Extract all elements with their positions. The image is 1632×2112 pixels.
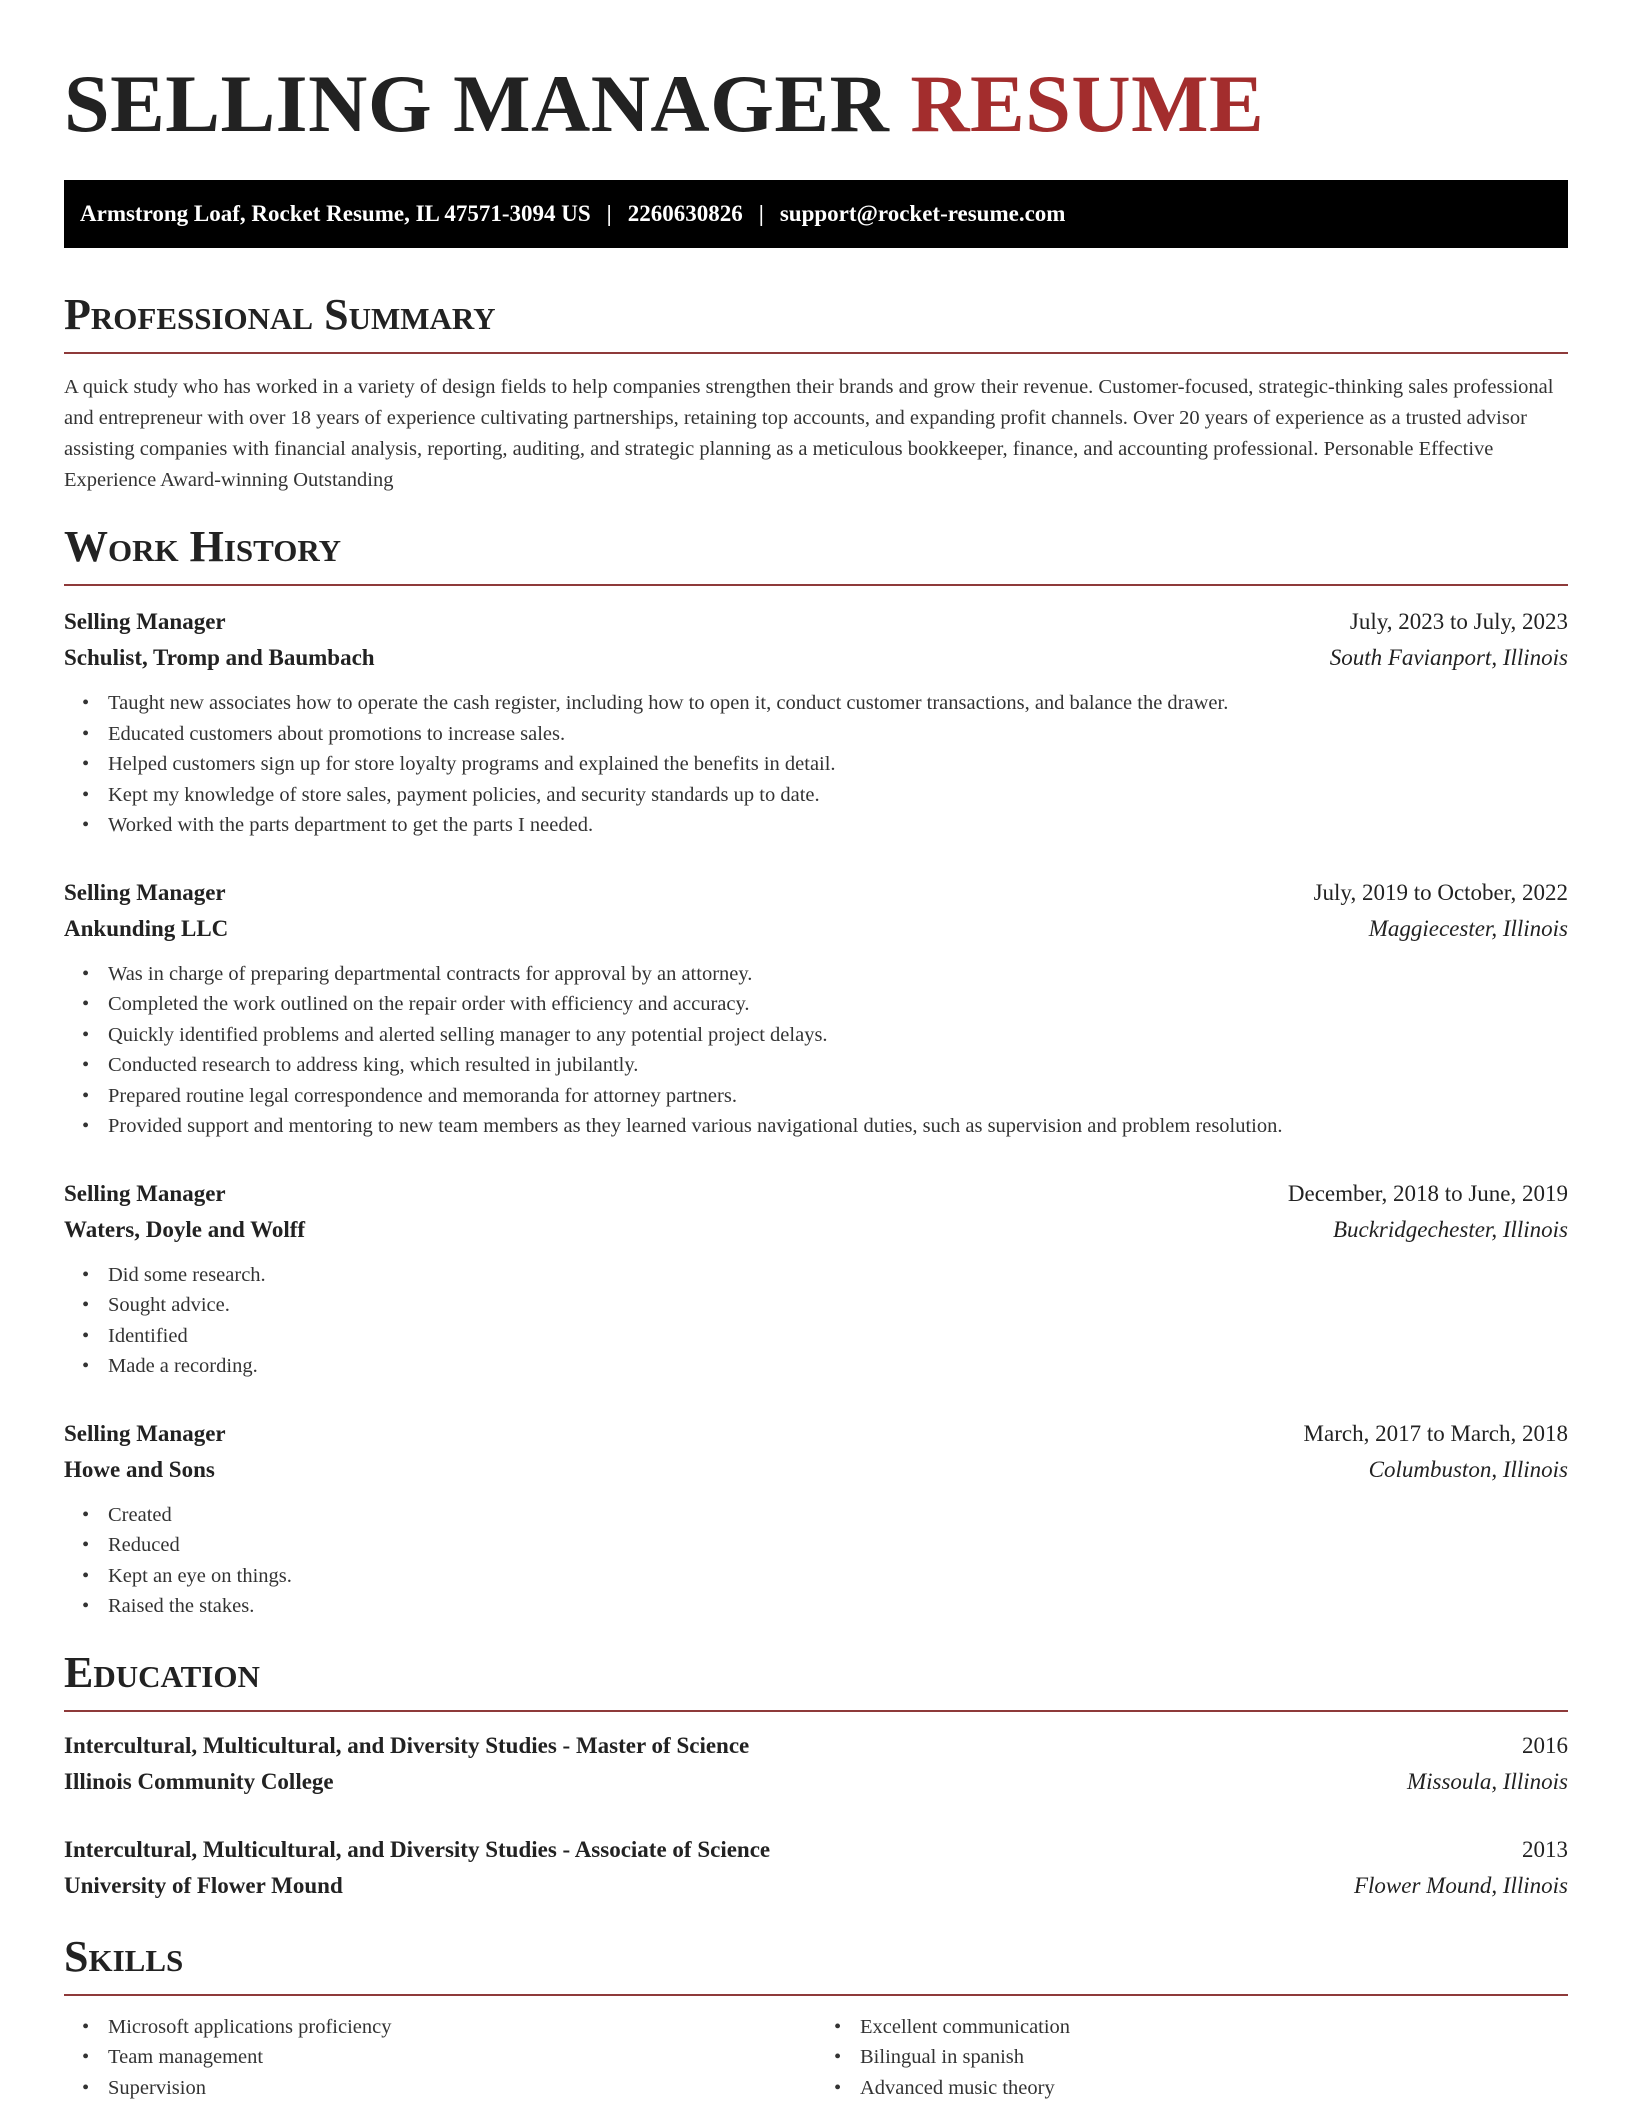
education-degree: Intercultural, Multicultural, and Diversity Studies - Associate of Science bbox=[64, 1836, 771, 1862]
job-dates: December, 2018 to June, 2019 bbox=[1287, 1180, 1568, 1206]
job-duties-list bbox=[64, 1500, 1568, 1622]
education-degree-row bbox=[64, 1832, 1568, 1868]
education-entry bbox=[64, 1728, 1568, 1800]
job-dates: July, 2023 to July, 2023 bbox=[1349, 609, 1568, 634]
job-location: Buckridgechester, Illinois bbox=[1332, 1216, 1568, 1242]
section-heading-skills: Skills bbox=[64, 1931, 184, 1981]
job-company-row bbox=[64, 1452, 1568, 1488]
section-divider bbox=[64, 1710, 1568, 1712]
job-company-row bbox=[64, 911, 1568, 947]
job-location: Columbuston, Illinois bbox=[1368, 1456, 1568, 1482]
job-company-row bbox=[64, 1212, 1568, 1248]
job-company: Waters, Doyle and Wolff bbox=[64, 1216, 306, 1242]
job-location: South Favianport, Illinois bbox=[1329, 645, 1568, 670]
job-duty: • Sought advice. bbox=[108, 1290, 1568, 1321]
contact-address: Armstrong Loaf, Rocket Resume, IL 47571-3094 US bbox=[80, 201, 591, 226]
education-school: Illinois Community College bbox=[64, 1768, 334, 1794]
section-heading-education: Education bbox=[64, 1647, 260, 1697]
summary-text: A quick study who has worked in a variety of design fields to help companies strengthen their brands and grow their revenue. Customer-focused, strategic-thinking sales professional and entrepreneur with over 18 years of experience cultivating partnerships, retaining top accounts, and expanding profit channels. Over 20 years of experience as a trusted advisor assisting companies with financial analysis, reporting, auditing, and strategic planning as a meticulous bookkeeper, finance, and accounting professional. Personable Effective Experience Award-winning Outstanding bbox=[64, 376, 1554, 491]
job-duty: • Kept an eye on things. bbox=[108, 1561, 1568, 1592]
contact-phone: 2260630826 bbox=[627, 201, 743, 226]
job-entry bbox=[64, 875, 1568, 1142]
contact-bar bbox=[64, 180, 1568, 248]
summary-section bbox=[64, 290, 1568, 496]
job-location: Maggiecester, Illinois bbox=[1368, 915, 1568, 941]
education-degree: Intercultural, Multicultural, and Diversity Studies - Master of Science bbox=[64, 1732, 750, 1758]
education-degree-row bbox=[64, 1728, 1568, 1764]
job-duty: • Raised the stakes. bbox=[108, 1591, 1568, 1622]
job-duties-list bbox=[64, 959, 1568, 1142]
job-duty: • Taught new associates how to operate the cash register, including how to open it, conduct customer transactions, and balance the drawer. bbox=[108, 688, 1568, 719]
education-school-row bbox=[64, 1868, 1568, 1904]
education-year: 2013 bbox=[1522, 1836, 1568, 1862]
education-school: University of Flower Mound bbox=[64, 1872, 343, 1898]
job-duty: • Quickly identified problems and alerted selling manager to any potential project delays. bbox=[108, 1020, 1568, 1051]
education-year: 2016 bbox=[1522, 1732, 1568, 1758]
job-header-row bbox=[64, 1416, 1568, 1452]
section-divider bbox=[64, 584, 1568, 586]
skill-item: • Excellent communication bbox=[860, 2012, 1568, 2043]
education-location: Missoula, Illinois bbox=[1406, 1768, 1568, 1794]
job-entry bbox=[64, 604, 1568, 841]
job-company: Schulist, Tromp and Baumbach bbox=[64, 645, 375, 670]
title-main: SELLING MANAGER bbox=[64, 58, 890, 149]
job-dates: March, 2017 to March, 2018 bbox=[1303, 1420, 1568, 1446]
job-entry bbox=[64, 1176, 1568, 1382]
work-history-section bbox=[64, 522, 1568, 1622]
job-header-row bbox=[64, 604, 1568, 640]
job-duty: • Reduced bbox=[108, 1530, 1568, 1561]
section-divider bbox=[64, 1994, 1568, 1996]
skill-item: • Team management bbox=[108, 2042, 816, 2073]
job-duty: • Created bbox=[108, 1500, 1568, 1531]
job-title: Selling Manager bbox=[64, 1180, 226, 1206]
job-duty: • Made a recording. bbox=[108, 1351, 1568, 1382]
resume-title bbox=[64, 0, 1568, 152]
skills-list-left bbox=[64, 2012, 816, 2104]
job-header-row bbox=[64, 875, 1568, 911]
skills-columns bbox=[64, 2012, 1568, 2104]
skill-item: • Advanced music theory bbox=[860, 2073, 1568, 2104]
education-entry bbox=[64, 1832, 1568, 1904]
education-school-row bbox=[64, 1764, 1568, 1800]
job-duty: • Worked with the parts department to get the parts I needed. bbox=[108, 810, 1568, 841]
contact-email: support@rocket-resume.com bbox=[779, 201, 1066, 226]
job-entry bbox=[64, 1416, 1568, 1622]
skills-section bbox=[64, 1932, 1568, 2104]
job-duty: • Educated customers about promotions to increase sales. bbox=[108, 719, 1568, 750]
job-duty: • Helped customers sign up for store loyalty programs and explained the benefits in detail. bbox=[108, 749, 1568, 780]
education-location: Flower Mound, Illinois bbox=[1353, 1872, 1568, 1898]
job-duties-list bbox=[64, 688, 1568, 841]
section-heading-summary: Professional Summary bbox=[64, 290, 496, 339]
job-title: Selling Manager bbox=[64, 609, 226, 634]
skill-item: • Microsoft applications proficiency bbox=[108, 2012, 816, 2043]
job-duty: • Identified bbox=[108, 1321, 1568, 1352]
job-duty: • Was in charge of preparing departmental contracts for approval by an attorney. bbox=[108, 959, 1568, 990]
job-duty: • Conducted research to address king, which resulted in jubilantly. bbox=[108, 1050, 1568, 1081]
job-duty: • Prepared routine legal correspondence and memoranda for attorney partners. bbox=[108, 1081, 1568, 1112]
title-accent: RESUME bbox=[910, 58, 1265, 149]
job-title: Selling Manager bbox=[64, 1420, 226, 1446]
skills-list-right bbox=[816, 2012, 1568, 2104]
skill-item: • Supervision bbox=[108, 2073, 816, 2104]
job-title: Selling Manager bbox=[64, 879, 226, 905]
job-duty: • Kept my knowledge of store sales, payment policies, and security standards up to date. bbox=[108, 780, 1568, 811]
job-duties-list bbox=[64, 1260, 1568, 1382]
contact-separator: | bbox=[606, 201, 612, 226]
job-company: Howe and Sons bbox=[64, 1456, 215, 1482]
section-heading-work-history: Work History bbox=[64, 522, 342, 571]
job-company: Ankunding LLC bbox=[64, 915, 229, 941]
job-duty: • Provided support and mentoring to new team members as they learned various navigational duties, such as supervision and problem resolution. bbox=[108, 1111, 1568, 1142]
job-company-row bbox=[64, 640, 1568, 676]
job-header-row bbox=[64, 1176, 1568, 1212]
section-divider bbox=[64, 352, 1568, 354]
job-duty: • Did some research. bbox=[108, 1260, 1568, 1291]
education-section bbox=[64, 1648, 1568, 1904]
contact-separator: | bbox=[758, 201, 764, 226]
job-dates: July, 2019 to October, 2022 bbox=[1313, 879, 1568, 905]
skill-item: • Bilingual in spanish bbox=[860, 2042, 1568, 2073]
job-duty: • Completed the work outlined on the repair order with efficiency and accuracy. bbox=[108, 989, 1568, 1020]
